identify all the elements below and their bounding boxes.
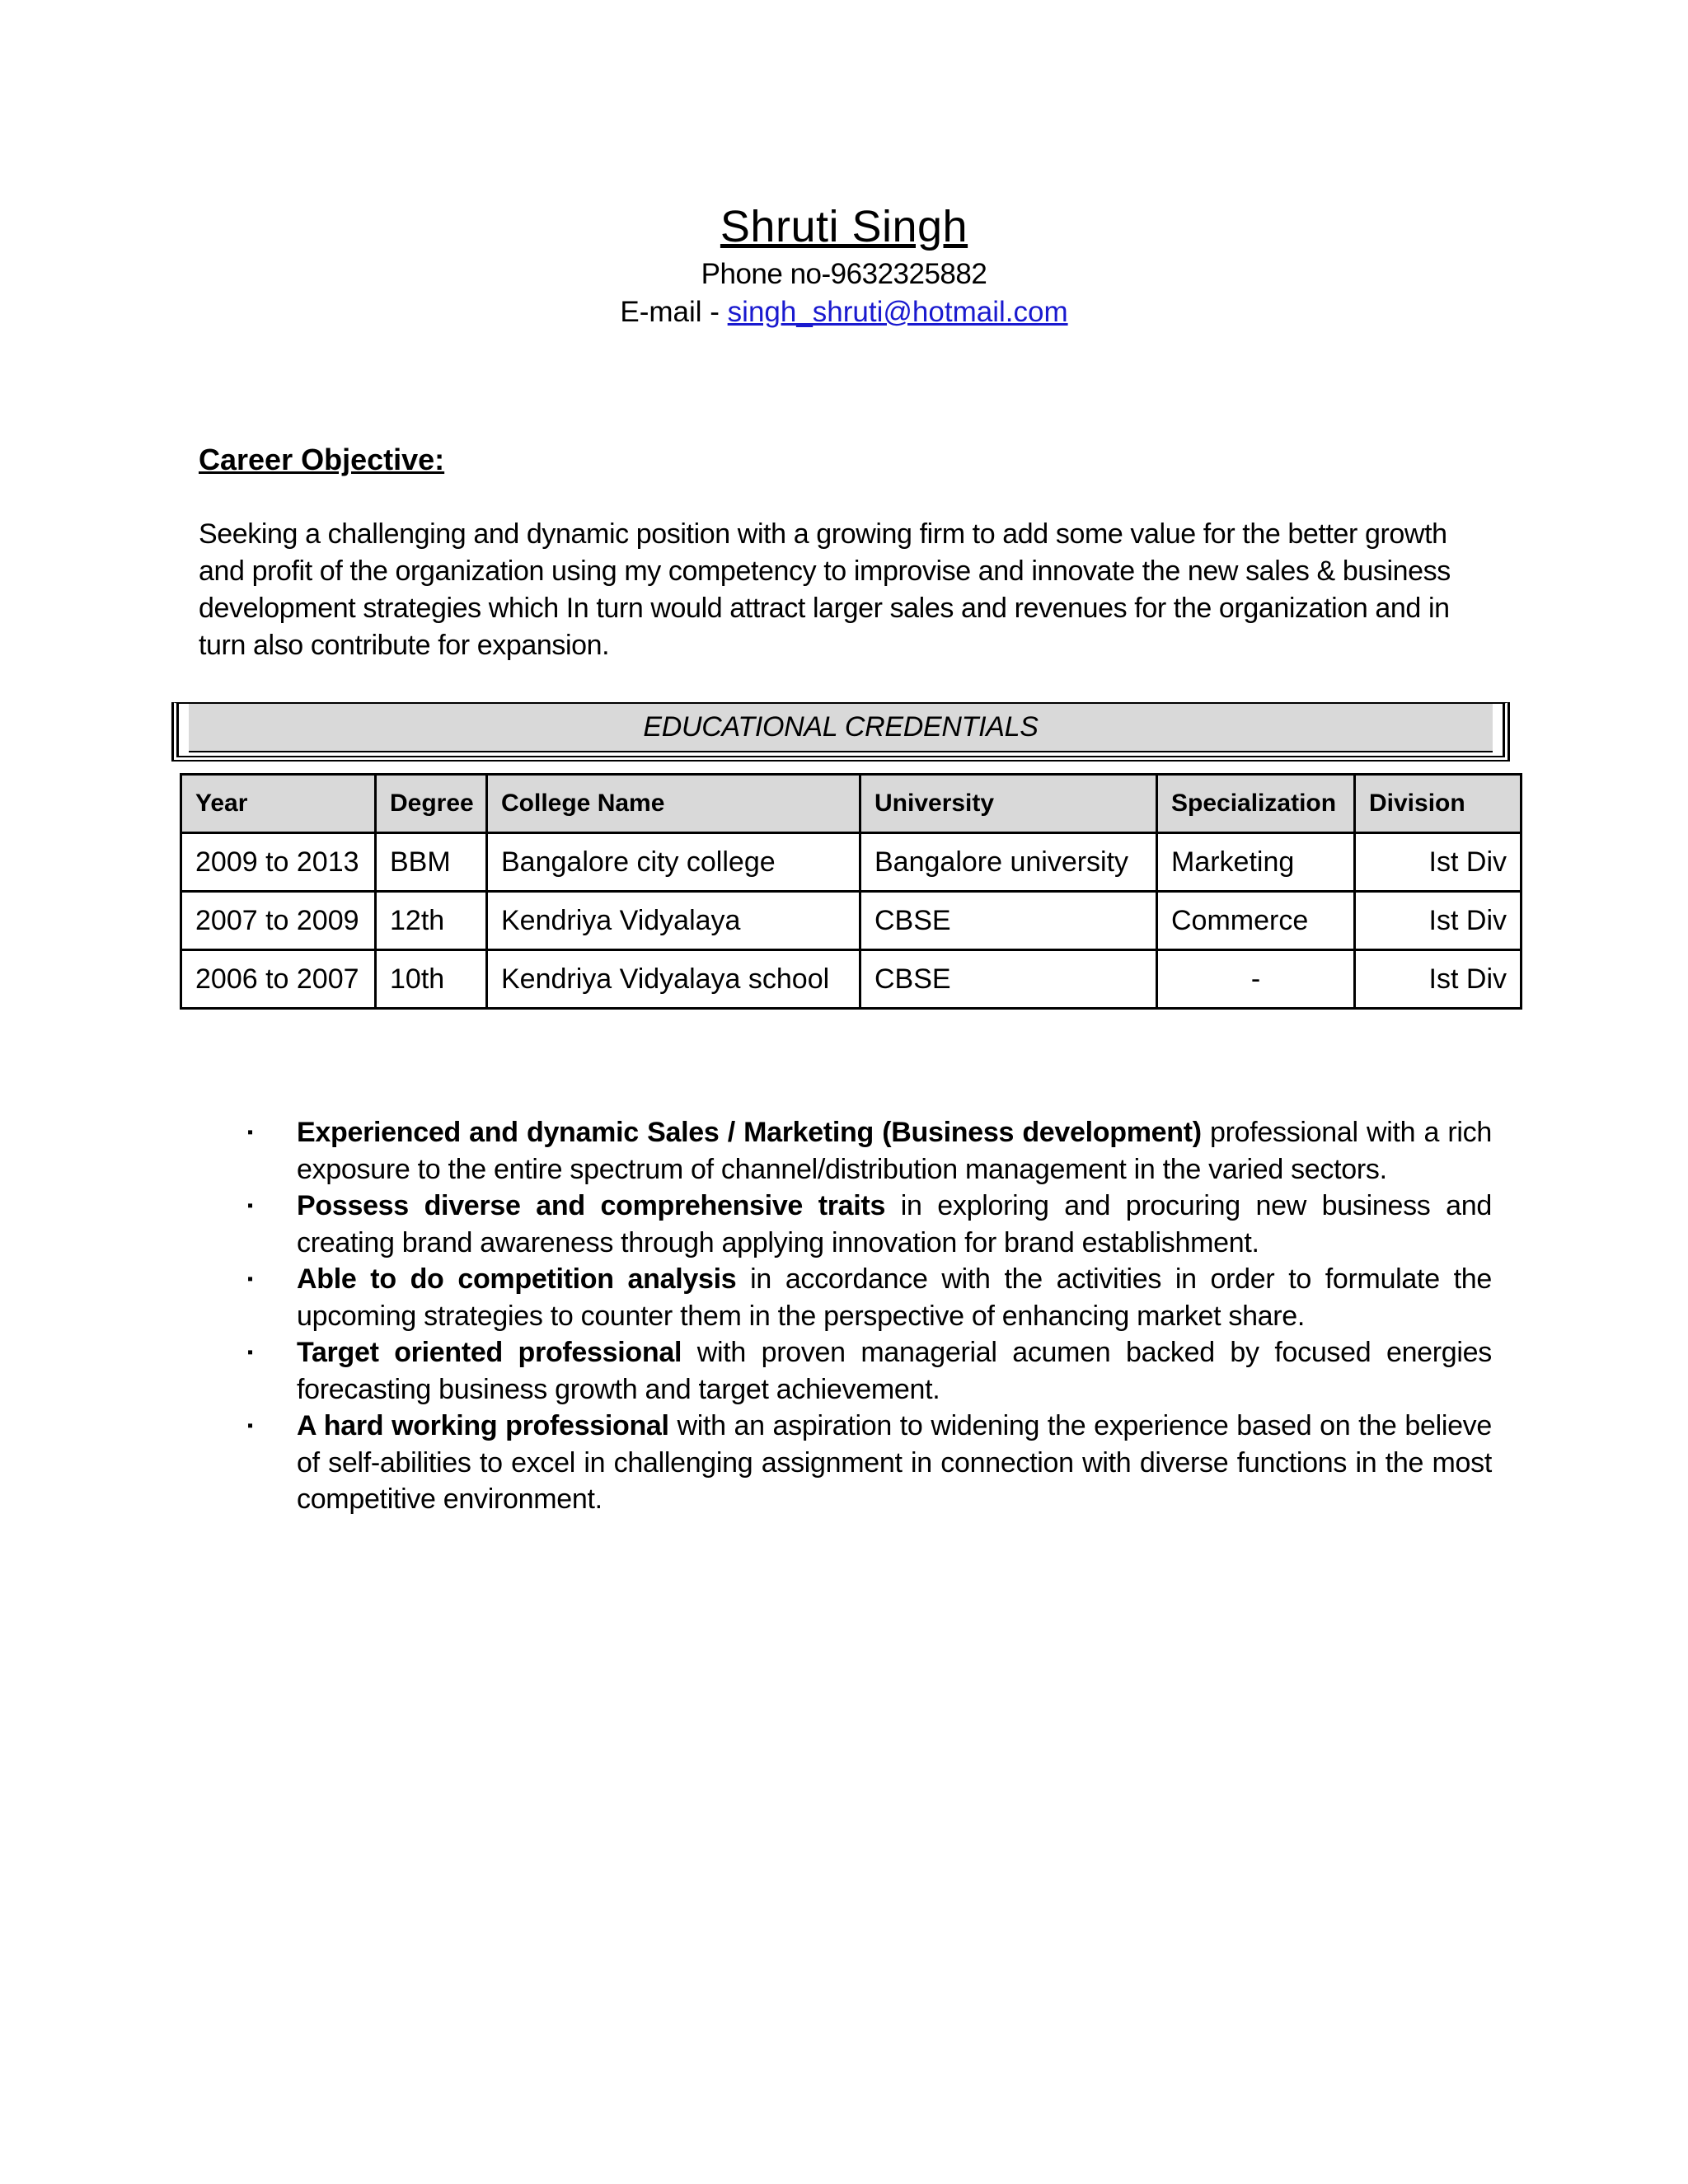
list-item xyxy=(239,1334,1492,1408)
highlight-text: with proven managerial acumen backed by focused energies forecasting business growth and target achievement. xyxy=(297,1337,1492,1405)
highlight-bold: Possess diverse and comprehensive traits xyxy=(297,1190,886,1221)
column-header-university: University xyxy=(860,775,1157,833)
cell-specialization: - xyxy=(1157,950,1355,1009)
cell-university: Bangalore university xyxy=(860,833,1157,892)
column-header-degree: Degree xyxy=(376,775,487,833)
cell-specialization: Marketing xyxy=(1157,833,1355,892)
highlight-text: in exploring and procuring new business and creating brand awareness through applying innovation for brand establishment. xyxy=(297,1190,1492,1258)
column-header-year: Year xyxy=(181,775,376,833)
column-header-college: College Name xyxy=(487,775,860,833)
bullet-marker: ▪ xyxy=(247,1343,253,1361)
education-banner xyxy=(171,702,1510,762)
bullet-marker: ▪ xyxy=(247,1123,253,1141)
bullet-marker: ▪ xyxy=(247,1197,253,1215)
list-item xyxy=(239,1114,1492,1188)
column-header-specialization: Specialization xyxy=(1157,775,1355,833)
phone-number: Phone no-9632325882 xyxy=(701,258,987,290)
cell-university: CBSE xyxy=(860,892,1157,950)
cell-specialization: Commerce xyxy=(1157,892,1355,950)
career-objective-text: Seeking a challenging and dynamic position with a growing firm to add some value for the better growth and profit of the organization using my competency to improvise and innovate the new sales & business development strategies which In turn would attract larger sales and revenues for the organization and in turn also contribute for expansion. xyxy=(199,518,1451,661)
education-table xyxy=(180,773,1522,1010)
highlight-bold: Target oriented professional xyxy=(297,1337,682,1368)
bullet-marker: ▪ xyxy=(247,1270,253,1288)
resume-header xyxy=(0,199,1688,331)
table-row xyxy=(181,892,1522,950)
email-label: E-mail - xyxy=(620,296,728,328)
cell-year: 2006 to 2007 xyxy=(181,950,376,1009)
cell-college: Kendriya Vidyalaya school xyxy=(487,950,860,1009)
column-header-division: Division xyxy=(1355,775,1522,833)
highlights-list xyxy=(239,1114,1492,1518)
cell-division: Ist Div xyxy=(1355,892,1522,950)
email-line xyxy=(0,293,1688,331)
career-objective-title: Career Objective: xyxy=(199,443,445,476)
cell-college: Kendriya Vidyalaya xyxy=(487,892,860,950)
list-item xyxy=(239,1261,1492,1334)
education-banner-title: EDUCATIONAL CREDENTIALS xyxy=(189,704,1493,752)
highlight-text: in accordance with the activities in order to formulate the upcoming strategies to counter them in the perspective of enhancing market share. xyxy=(297,1263,1492,1332)
bullet-marker: ▪ xyxy=(247,1417,253,1435)
table-header-row xyxy=(181,775,1522,833)
cell-degree: 12th xyxy=(376,892,487,950)
table-row xyxy=(181,833,1522,892)
highlight-text: professional with a rich exposure to the entire spectrum of channel/distribution management in the varied sectors. xyxy=(297,1117,1492,1185)
table-row xyxy=(181,950,1522,1009)
cell-year: 2009 to 2013 xyxy=(181,833,376,892)
cell-college: Bangalore city college xyxy=(487,833,860,892)
highlight-bold: Able to do competition analysis xyxy=(297,1263,737,1295)
cell-university: CBSE xyxy=(860,950,1157,1009)
candidate-name: Shruti Singh xyxy=(720,202,968,251)
list-item xyxy=(239,1408,1492,1518)
highlight-bold: A hard working professional xyxy=(297,1410,669,1441)
highlight-bold: Experienced and dynamic Sales / Marketing (Business development) xyxy=(297,1117,1202,1148)
cell-year: 2007 to 2009 xyxy=(181,892,376,950)
cell-degree: BBM xyxy=(376,833,487,892)
list-item xyxy=(239,1188,1492,1261)
email-link[interactable]: singh_shruti@hotmail.com xyxy=(727,296,1068,328)
cell-division: Ist Div xyxy=(1355,950,1522,1009)
highlight-text: with an aspiration to widening the experience based on the believe of self-abilities to excel in challenging assignment in connection with diverse functions in the most competitive environment. xyxy=(297,1410,1492,1515)
cell-degree: 10th xyxy=(376,950,487,1009)
cell-division: Ist Div xyxy=(1355,833,1522,892)
